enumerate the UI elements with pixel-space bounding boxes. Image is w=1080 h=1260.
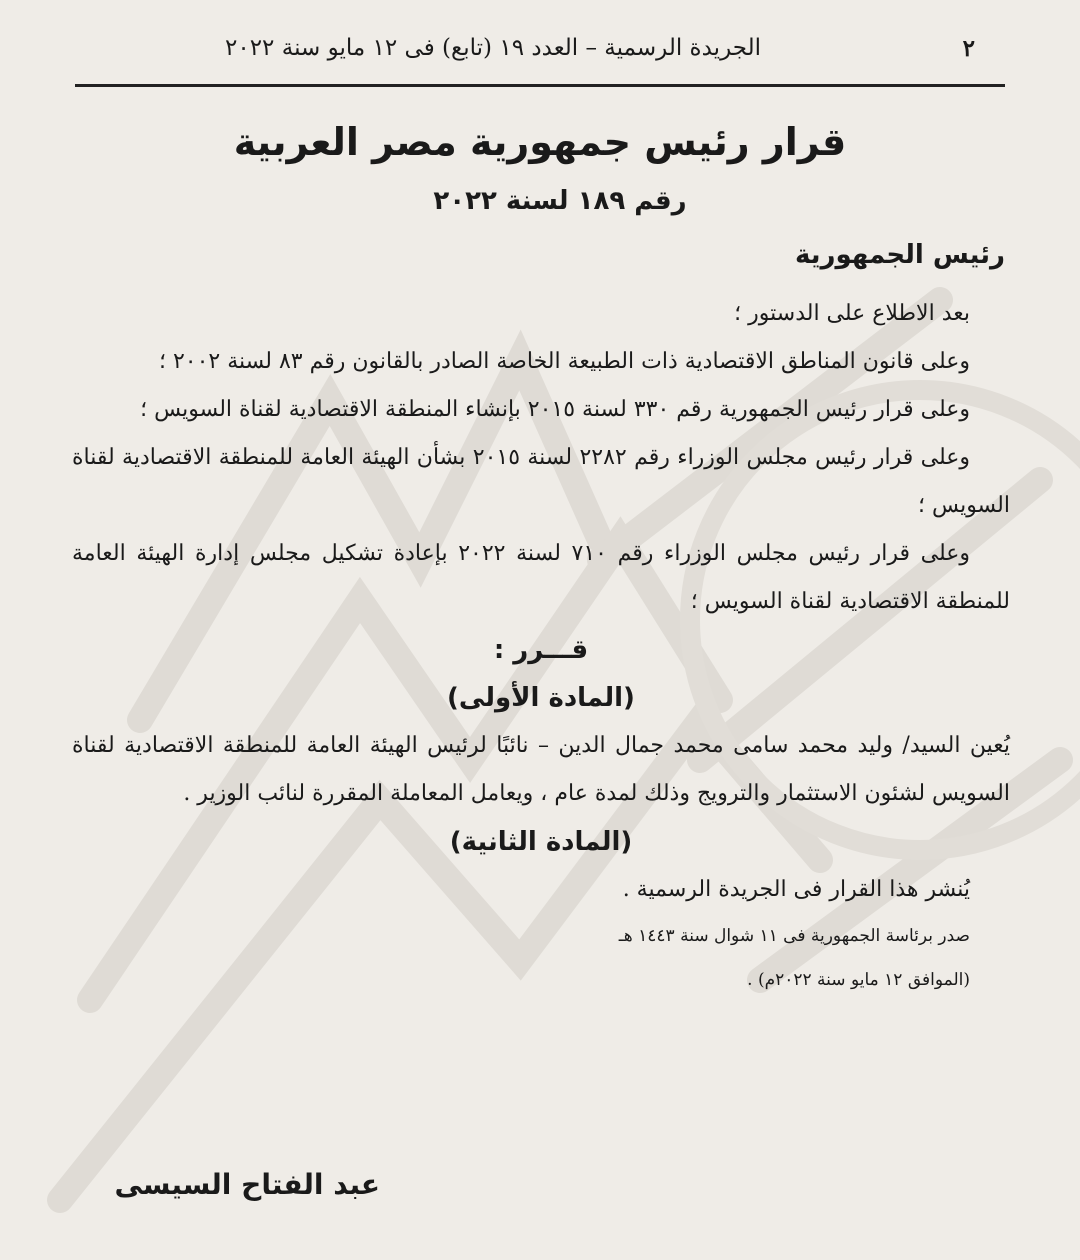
- preamble-clause: وعلى قرار رئيس مجلس الوزراء رقم ٧١٠ لسنة ٢٠٢٢ بإعادة تشكيل مجلس إدارة الهيئة العامة للمنطقة الاقتصادية لقناة السويس ؛: [72, 541, 1010, 614]
- header-rule: [75, 84, 1005, 87]
- issuing-authority: رئيس الجمهورية: [795, 240, 1005, 270]
- article-heading: (المادة الثانية): [449, 827, 633, 857]
- signatory-name: عبد الفتاح السيسى: [114, 1168, 380, 1201]
- running-title: الجريدة الرسمية – العدد ١٩ (تابع) فى ١٢ مايو سنة ٢٠٢٢: [225, 35, 762, 61]
- page-header: [75, 28, 1005, 68]
- issued-gregorian-line: (الموافق ١٢ مايو سنة ٢٠٢٢م) .: [747, 970, 970, 990]
- issued-date-line: صدر برئاسة الجمهورية فى ١١ شوال سنة ١٤٤٣ هـ: [618, 926, 970, 946]
- preamble-clause: وعلى قرار رئيس الجمهورية رقم ٣٣٠ لسنة ٢٠١٥ بإنشاء المنطقة الاقتصادية لقناة السويس ؛: [140, 397, 970, 422]
- preamble-clause: وعلى قرار رئيس مجلس الوزراء رقم ٢٢٨٢ لسنة ٢٠١٥ بشأن الهيئة العامة للمنطقة الاقتصادية لقناة السويس ؛: [72, 445, 1010, 518]
- decided-heading: قـــرر :: [493, 635, 589, 665]
- article-text: يُنشر هذا القرار فى الجريدة الرسمية .: [622, 877, 970, 902]
- article-text: يُعين السيد/ وليد محمد سامى محمد جمال الدين – نائبًا لرئيس الهيئة العامة للمنطقة الاقتصادية لقناة السويس لشئون الاستثمار والترويج وذلك لمدة عام ، ويعامل المعاملة المقررة لنائب الوزير .: [72, 733, 1010, 806]
- article-heading: (المادة الأولى): [447, 683, 635, 713]
- preamble-clause: وعلى قانون المناطق الاقتصادية ذات الطبيعة الخاصة الصادر بالقانون رقم ٨٣ لسنة ٢٠٠٢ ؛: [158, 349, 970, 374]
- decree-title: قرار رئيس جمهورية مصر العربية: [233, 120, 847, 164]
- decree-number: رقم ١٨٩ لسنة ٢٠٢٢: [433, 186, 687, 216]
- preamble-clause: بعد الاطلاع على الدستور ؛: [734, 301, 970, 326]
- page-number: ٢: [962, 34, 975, 62]
- decree-body: [72, 290, 1010, 1002]
